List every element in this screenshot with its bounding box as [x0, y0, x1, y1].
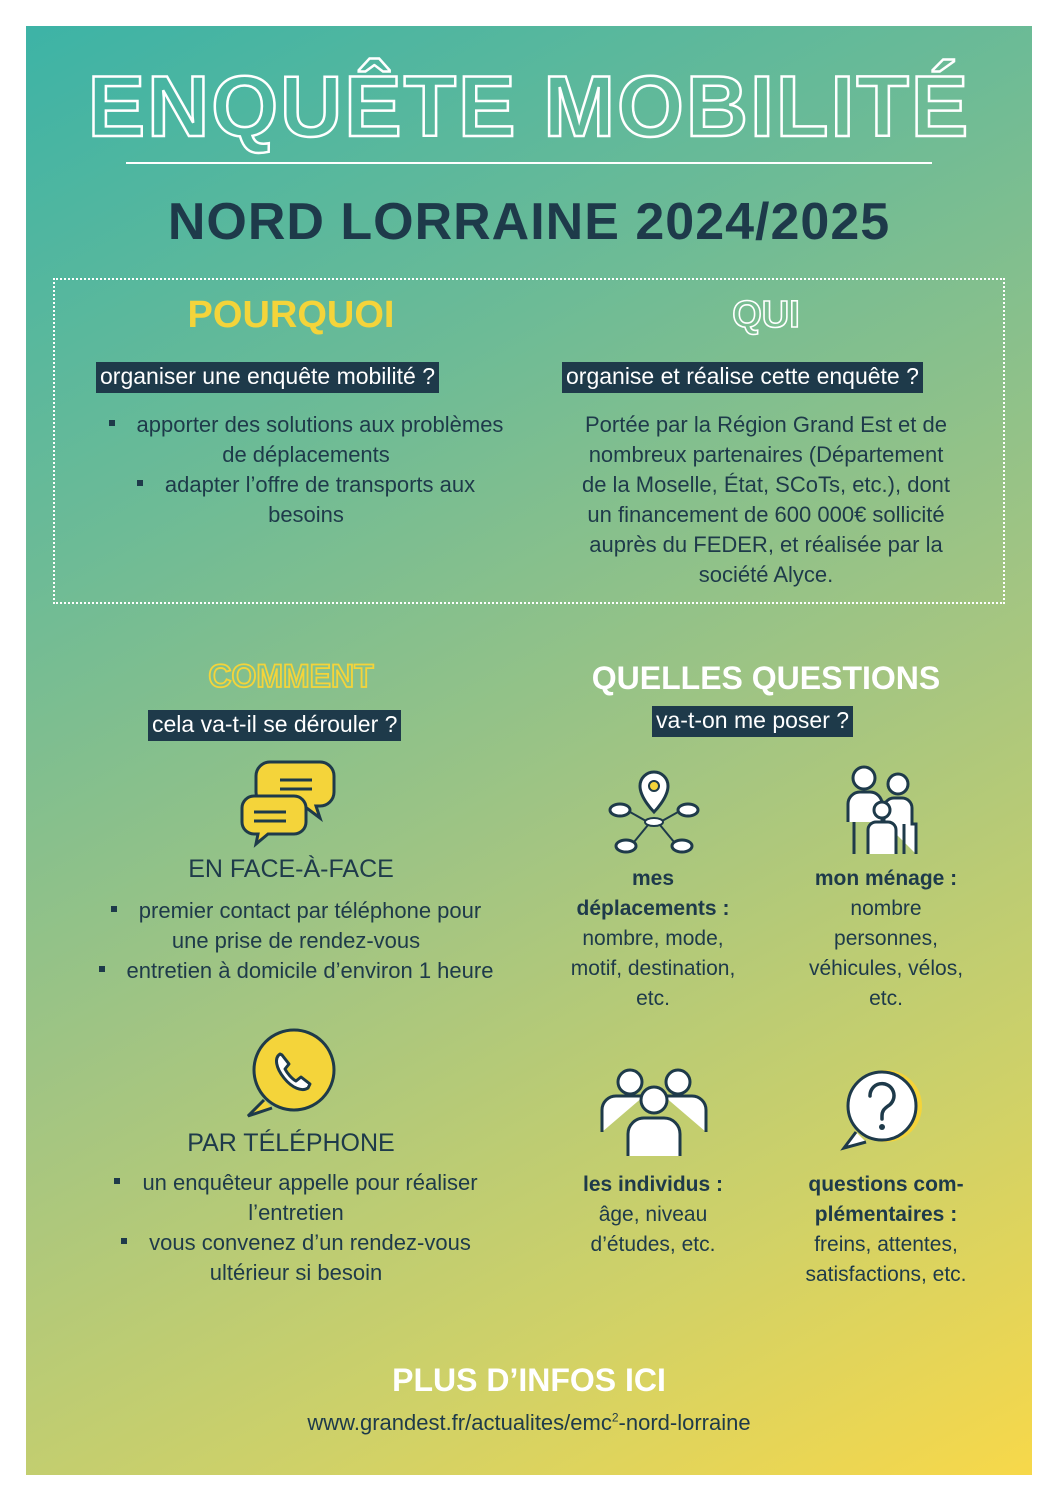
poster	[26, 26, 1032, 1475]
bullet-icon	[109, 420, 115, 426]
question-heading: mon ménage :	[814, 867, 958, 890]
question-deplacements	[546, 864, 760, 1014]
question-detail: motif, destination,	[570, 957, 736, 980]
title-divider	[126, 162, 932, 164]
bullet-icon	[121, 1238, 127, 1244]
question-detail: satisfactions, etc.	[805, 1263, 967, 1286]
question-heading: déplacements :	[576, 897, 730, 920]
footer-url[interactable]	[26, 1410, 1032, 1436]
bullet-line	[66, 410, 546, 440]
comment-title: COMMENT	[208, 658, 374, 694]
qui-text	[546, 410, 986, 590]
question-heading: plémentaires :	[814, 1203, 958, 1226]
bullet-line	[66, 1258, 526, 1288]
bullet-line	[66, 1168, 526, 1198]
qui-line: de la Moselle, État, SCoTs, etc.), dont	[581, 472, 951, 497]
phone-bullets	[66, 1168, 526, 1288]
household-icon	[842, 764, 922, 856]
bullet-text: de déplacements	[222, 442, 390, 467]
question-detail: etc.	[869, 987, 903, 1010]
pourquoi-bullets	[66, 410, 546, 530]
questions-tag: va-t-on me poser ?	[652, 706, 853, 737]
bullet-icon	[137, 480, 143, 486]
question-complementaires	[784, 1170, 988, 1290]
qui-line: auprès du FEDER, et réalisée par la	[589, 532, 943, 557]
bullet-text: un enquêteur appelle pour réaliser	[142, 1170, 478, 1195]
question-bubble-icon	[838, 1066, 928, 1156]
footer-url-sup: 2	[611, 1410, 619, 1425]
face-bullets	[56, 896, 536, 986]
question-heading: les individus :	[582, 1173, 724, 1196]
question-individus	[546, 1170, 760, 1260]
bullet-text: besoins	[268, 502, 344, 527]
question-menage	[786, 864, 986, 1014]
bullet-icon	[111, 906, 117, 912]
page-title: ENQUÊTE MOBILITÉ	[87, 59, 971, 155]
questions-title: QUELLES QUESTIONS	[591, 660, 941, 696]
chat-bubbles-icon	[240, 756, 340, 850]
qui-tag: organise et réalise cette enquête ?	[562, 362, 923, 393]
bullet-line	[56, 896, 536, 926]
bullet-line	[66, 500, 546, 530]
qui-title: QUI	[732, 294, 800, 336]
qui-line: société Alyce.	[698, 562, 834, 587]
phone-label: PAR TÉLÉPHONE	[187, 1129, 395, 1157]
bullet-text: apporter des solutions aux problèmes	[136, 412, 504, 437]
footer-url-suffix: -nord-lorraine	[618, 1410, 751, 1435]
question-detail: personnes,	[834, 927, 938, 950]
question-detail: nombre, mode,	[582, 927, 724, 950]
bullet-line	[56, 956, 536, 986]
question-heading: questions com-	[808, 1173, 964, 1196]
bullet-text: premier contact par téléphone pour	[138, 898, 482, 923]
bullet-text: ultérieur si besoin	[209, 1260, 383, 1285]
bullet-line	[66, 470, 546, 500]
bullet-text: adapter l’offre de transports aux	[164, 472, 476, 497]
bullet-text: une prise de rendez-vous	[171, 928, 421, 953]
bullet-text: vous convenez d’un rendez-vous	[149, 1230, 471, 1255]
page-subtitle: NORD LORRAINE 2024/2025	[167, 193, 891, 251]
bullet-line	[66, 440, 546, 470]
footer-title: PLUS D’INFOS ICI	[392, 1362, 666, 1398]
pourquoi-title: POURQUOI	[187, 294, 395, 336]
bullet-line	[66, 1228, 526, 1258]
question-heading: mes	[631, 867, 675, 890]
bullet-text: entretien à domicile d’environ 1 heure	[126, 958, 494, 983]
question-detail: freins, attentes,	[814, 1233, 958, 1256]
qui-line: un financement de 600 000€ sollicité	[587, 502, 945, 527]
location-network-icon	[608, 766, 700, 856]
face-label: EN FACE-À-FACE	[188, 855, 394, 883]
bullet-text: l’entretien	[248, 1200, 344, 1225]
bullet-line	[56, 926, 536, 956]
question-detail: nombre	[850, 897, 922, 920]
comment-tag: cela va-t-il se dérouler ?	[148, 710, 401, 741]
group-people-icon	[598, 1066, 710, 1158]
qui-line: nombreux partenaires (Département	[588, 442, 944, 467]
question-detail: d’études, etc.	[590, 1233, 716, 1256]
question-detail: âge, niveau	[598, 1203, 708, 1226]
qui-line: Portée par la Région Grand Est et de	[585, 412, 947, 437]
pourquoi-tag: organiser une enquête mobilité ?	[96, 362, 439, 393]
phone-bubble-icon	[242, 1028, 338, 1120]
question-detail: véhicules, vélos,	[808, 957, 964, 980]
bullet-icon	[114, 1178, 120, 1184]
question-detail: etc.	[636, 987, 670, 1010]
footer-url-prefix: www.grandest.fr/actualites/emc	[307, 1410, 612, 1435]
bullet-line	[66, 1198, 526, 1228]
bullet-icon	[99, 966, 105, 972]
